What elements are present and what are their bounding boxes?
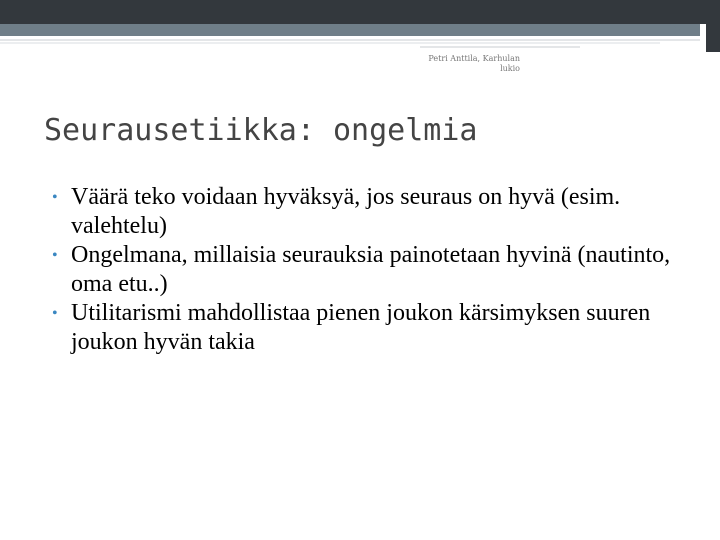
bullet-text: Ongelmana, millaisia seurauksia painotetaan hyvinä (nautinto, oma etu..)	[71, 242, 671, 297]
bullet-text: Utilitarismi mahdollistaa pienen joukon kärsimyksen suuren joukon hyvän takia	[71, 300, 651, 355]
author-note	[380, 54, 520, 74]
bullet-icon: •	[52, 305, 58, 322]
top-decoration-bar	[0, 0, 720, 24]
bullet-text: Väärä teko voidaan hyväksyä, jos seuraus on hyvä (esim. valehtelu)	[71, 184, 621, 239]
author-note-line-2: lukio	[500, 64, 520, 73]
decorative-lines	[0, 38, 720, 52]
author-note-line-1: Petri Anttila, Karhulan	[428, 54, 520, 63]
accent-decoration-bar	[0, 24, 700, 36]
bullet-item	[52, 241, 692, 299]
bullet-list	[52, 183, 692, 357]
accent-pointer-shape	[670, 24, 680, 36]
bullet-item	[52, 299, 692, 357]
slide-title: Seurausetiikka: ongelmia	[44, 113, 478, 148]
bullet-icon: •	[52, 247, 58, 264]
bullet-icon: •	[52, 189, 58, 206]
bullet-item	[52, 183, 692, 241]
